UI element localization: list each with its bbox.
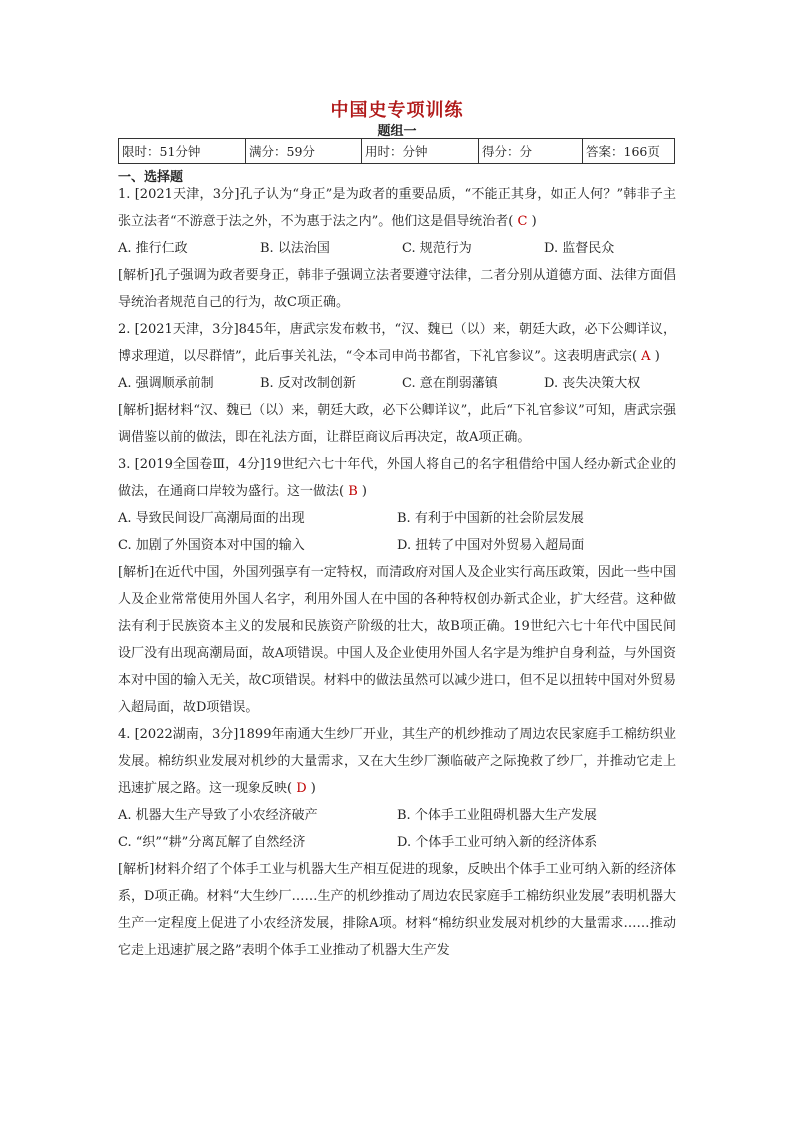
- option-b: B. 以法治国: [260, 241, 330, 256]
- option-b: B. 有利于中国新的社会阶层发展: [397, 511, 584, 526]
- option-row: [118, 235, 676, 262]
- option-row: [118, 532, 676, 559]
- option-row: [118, 370, 676, 397]
- time-limit-cell: 限时：51分钟: [119, 139, 246, 164]
- question-item: [118, 721, 676, 964]
- question-item: [118, 451, 676, 721]
- analysis-text: [解析]据材料“汉、魏已（以）来，朝廷大政，必下公卿详议”，此后“下礼官参议”可知，唐武宗强调借鉴以前的做法，即在礼法方面，让群臣商议后再决定，故A项正确。: [118, 403, 676, 445]
- analysis-text: [解析]孔子强调为政者要身正，韩非子强调立法者要遵守法律，二者分别从道德方面、法律方面倡导统治者规范自己的行为，故C项正确。: [118, 268, 676, 310]
- option-a: A. 推行仁政: [118, 241, 188, 256]
- answer-mark: A: [641, 349, 651, 364]
- question-item: [118, 316, 676, 451]
- option-c: C. “织”“耕”分离瓦解了自然经济: [118, 835, 306, 850]
- option-a: A. 强调顺承前制: [118, 376, 214, 391]
- answer-mark: D: [296, 781, 307, 796]
- option-a: A. 导致民间设厂高潮局面的出现: [118, 511, 305, 526]
- question-stem: 4. [2022湖南，3分]1899年南通大生纱厂开业，其生产的机纱推动了周边农民家庭手工棉纺织业发展。棉纺织业发展对机纱的大量需求，又在大生纱厂濒临破产之际挽救了纱厂，并推动它走上迅速扩展之路。这一现象反映( D ): [118, 727, 676, 796]
- question-list: [118, 181, 676, 964]
- info-table: [118, 138, 675, 164]
- analysis-text: [解析]在近代中国，外国列强享有一定特权，而清政府对国人及企业实行高压政策，因此一些中国人及企业常常使用外国人名字，利用外国人在中国的各种特权创办新式企业，扩大经营。这种做法有利于民族资本主义的发展和民族资产阶级的壮大，故B项正确。19世纪六七十年代中国民间设厂没有出现高潮局面，故A项错误。中国人及企业使用外国人名字是为维护自身利益，与外国资本对中国的输入无关，故C项错误。材料中的做法虽然可以减少进口，但不足以扭转中国对外贸易入超局面，故D项错误。: [118, 565, 676, 715]
- option-d: D. 个体手工业可纳入新的经济体系: [397, 835, 598, 850]
- analysis-text: [解析]材料介绍了个体手工业与机器大生产相互促进的现象，反映出个体手工业可纳入新的经济体系，D项正确。材料“大生纱厂……生产的机纱推动了周边农民家庭手工棉纺织业发展”表明机器大生产一定程度上促进了小农经济发展，排除A项。材料“棉纺织业发展对机纱的大量需求……推动它走上迅速扩展之路”表明个体手工业推动了机器大生产发: [118, 862, 676, 958]
- option-c: C. 加剧了外国资本对中国的输入: [118, 538, 305, 553]
- page-subtitle: 题组一: [377, 124, 417, 139]
- answer-mark: B: [348, 484, 358, 499]
- option-b: B. 个体手工业阻碍机器大生产发展: [397, 808, 597, 823]
- score-cell: 得分：分: [479, 139, 583, 164]
- question-stem: 1. [2021天津，3分]孔子认为“身正”是为政者的重要品质，“不能正其身，如正人何？”韩非子主张立法者“不游意于法之外，不为惠于法之内”。他们这是倡导统治者( C ): [118, 187, 676, 229]
- answer-page-cell: 答案：166页: [583, 139, 675, 164]
- page-title: 中国史专项训练: [330, 100, 464, 121]
- option-d: D. 丧失决策大权: [544, 376, 641, 391]
- option-row: [118, 829, 676, 856]
- section-heading: 一、选择题: [118, 170, 184, 185]
- time-used-cell: 用时：分钟: [362, 139, 479, 164]
- question-stem: 3. [2019全国卷Ⅲ，4分]19世纪六七十年代，外国人将自己的名字租借给中国人经办新式企业的做法，在通商口岸较为盛行。这一做法( B ): [118, 457, 676, 499]
- option-c: C. 规范行为: [402, 241, 472, 256]
- option-row: [118, 802, 676, 829]
- option-a: A. 机器大生产导致了小农经济破产: [118, 808, 318, 823]
- full-score-cell: 满分：59分: [246, 139, 362, 164]
- answer-mark: C: [517, 214, 528, 229]
- question-item: [118, 181, 676, 316]
- info-row: [119, 139, 675, 164]
- option-row: [118, 505, 676, 532]
- option-b: B. 反对改制创新: [260, 376, 356, 391]
- option-c: C. 意在削弱藩镇: [402, 376, 498, 391]
- question-stem: 2. [2021天津，3分]845年，唐武宗发布敕书，“汉、魏已（以）来，朝廷大政，必下公卿详议，博求理道，以尽群情”，此后事关礼法，“令本司申尚书都省，下礼官参议”。这表明唐武宗( A ): [118, 322, 676, 364]
- option-d: D. 扭转了中国对外贸易入超局面: [397, 538, 585, 553]
- option-d: D. 监督民众: [544, 241, 615, 256]
